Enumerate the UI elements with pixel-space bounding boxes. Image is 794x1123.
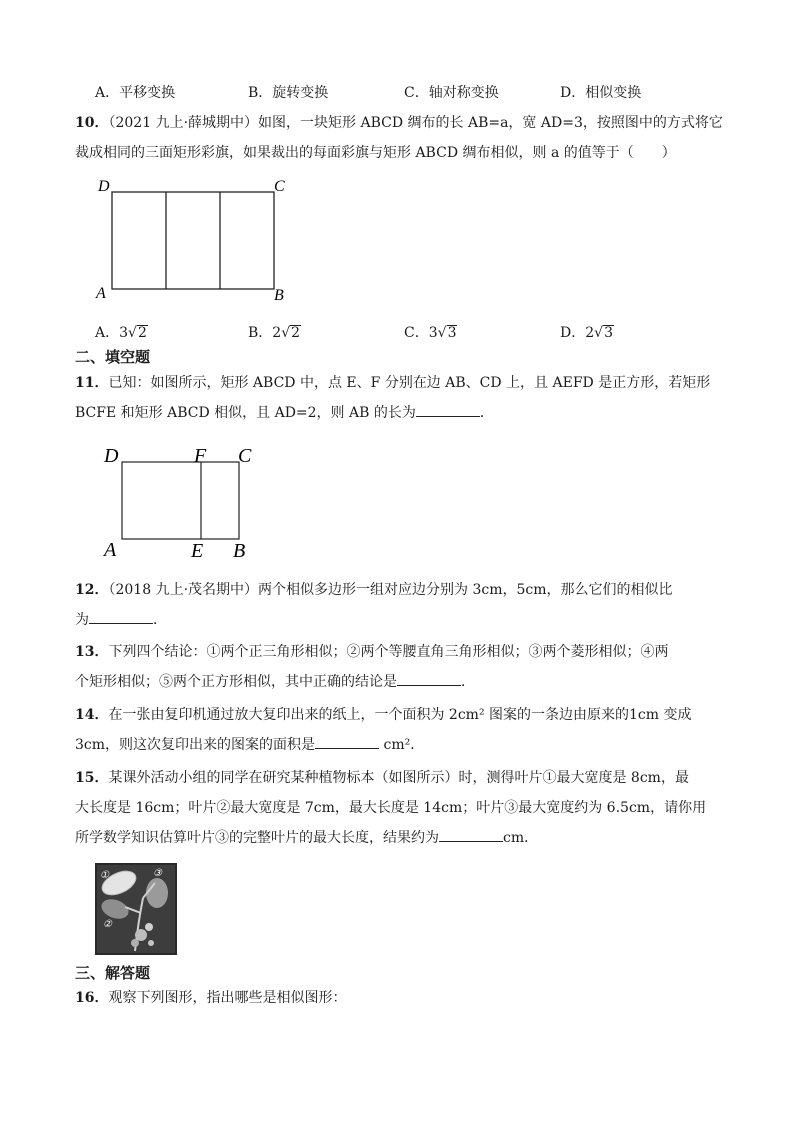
leaf-2-label: ② [103,919,112,930]
q10-option-b [248,322,301,342]
q10-option-a [95,322,148,342]
q10-line-1 [75,108,725,138]
label-c: C [274,178,285,195]
label-a: A [104,539,117,561]
label-c: C [238,445,252,467]
question-10 [75,108,725,168]
q14-text-1: 在一张由复印机通过放大复印出来的纸上，一个面积为 2cm² 图案的一条边由原来的1cm 变成 [108,707,692,723]
answer-blank[interactable] [89,609,153,624]
q11-square-rectangle-figure [100,440,270,565]
q10-option-d [560,322,614,342]
option-letter: D． [560,325,586,341]
option-letter: C． [404,325,429,341]
question-number: 13． [75,644,109,660]
option-text: 旋转变换 [272,85,329,101]
question-15 [75,763,725,853]
radicand: 2 [291,325,301,341]
option-letter: C． [404,85,429,101]
question-number: 14． [75,707,109,723]
q10-option-c [404,322,457,342]
q14-text-2: 3cm，则这次复印出来的图案的面积是 [75,737,316,753]
label-e: E [191,540,204,562]
flower-cluster-icon [131,939,139,947]
option-text: 平移变换 [119,85,176,101]
label-a: A [96,285,106,302]
q10-rectangle-figure [90,172,300,307]
plant-specimen-photo [95,863,177,955]
q9-option-d [560,82,641,102]
flower-cluster-icon [148,940,154,946]
q15-text-end: cm． [503,830,539,846]
rect-abcd [122,462,239,539]
question-number: 11． [75,375,109,391]
q12-text-end: ． [153,612,167,628]
section-heading-fill-in: 二、填空题 [75,348,151,366]
leaf-3-label: ③ [153,868,162,879]
option-text: 相似变换 [585,85,642,101]
q13-text-end: ． [461,674,475,690]
q12-text-2: 为 [75,612,89,628]
q14-text-end: cm²． [383,737,425,753]
q13-text-1: 下列四个结论：①两个正三角形相似；②两个等腰直角三角形相似；③两个菱形相似；④两 [108,644,669,660]
sqrt-symbol: √2 [281,325,301,341]
q10-text-1: （2021 九上·薛城期中）如图，一块矩形 ABCD 绸布的长 AB=a，宽 AD=3，按照图中的方式将它 [108,115,723,131]
leaf-3-icon [146,878,168,908]
option-letter: B． [248,325,273,341]
question-16 [75,983,725,1013]
label-b: B [274,287,284,304]
option-text: 轴对称变换 [428,85,499,101]
sqrt-symbol: √3 [437,325,457,341]
question-12 [75,575,725,635]
option-letter: B． [248,85,273,101]
question-11 [75,368,725,428]
label-b: B [233,540,246,562]
answer-blank[interactable] [315,734,379,749]
q11-text-2: BCFE 和矩形 ABCD 相似，且 AD=2，则 AB 的长为 [75,405,416,421]
answer-blank[interactable] [439,827,503,842]
option-coefficient: 3 [428,325,438,341]
sqrt-symbol: √3 [594,325,613,341]
q16-text-1: 观察下列图形，指出哪些是相似图形： [108,990,347,1006]
leaf-1-label: ① [100,870,109,881]
question-number: 12． [75,582,109,598]
q12-text-1: （2018 九上·茂名期中）两个相似多边形一组对应边分别为 3cm，5cm，那么它们的相似比 [108,582,673,598]
section-heading-answer: 三、解答题 [75,964,151,982]
q11-text-1: 已知：如图所示，矩形 ABCD 中，点 E、F 分别在边 AB、CD 上，且 AEFD 是正方形，若矩形 [108,375,711,391]
q15-text-2: 大长度是 16cm；叶片②最大宽度是 7cm，最大长度是 14cm；叶片③最大宽度约为 6.5cm，请你用 [75,800,707,816]
question-number: 16． [75,990,109,1006]
q15-text-1: 某课外活动小组的同学在研究某种植物标本（如图所示）时，测得叶片①最大宽度是 8cm，最 [108,770,689,786]
rect-abcd [112,192,274,289]
label-d: D [98,178,110,195]
radicand: 2 [137,325,147,341]
answer-blank[interactable] [416,402,480,417]
radicand: 3 [604,325,613,341]
q9-option-a [95,82,175,102]
option-coefficient: 2 [585,325,595,341]
flower-cluster-icon [145,923,153,931]
option-coefficient: 3 [119,325,129,341]
q9-option-c [404,82,499,102]
label-d: D [104,445,119,467]
sqrt-symbol: √2 [128,325,147,341]
option-letter: D． [560,85,586,101]
q13-text-2: 个矩形相似；⑤两个正方形相似，其中正确的结论是 [75,674,397,690]
q9-option-b [248,82,328,102]
radicand: 3 [447,325,457,341]
label-f: F [194,445,207,467]
answer-blank[interactable] [397,671,461,686]
q15-text-3: 所学数学知识估算叶片③的完整叶片的最大长度，结果约为 [75,830,439,846]
q11-text-end: ． [479,405,494,421]
option-letter: A． [95,85,120,101]
flower-cluster-icon [135,929,147,941]
question-14 [75,700,725,760]
q10-text-2: 裁成相同的三面矩形彩旗，如果裁出的每面彩旗与矩形 ABCD 绸布相似，则 a 的值等于（ ） [75,145,676,161]
option-coefficient: 2 [272,325,282,341]
question-13 [75,637,725,697]
question-number: 10． [75,115,109,131]
option-letter: A． [95,325,120,341]
question-number: 15． [75,770,109,786]
